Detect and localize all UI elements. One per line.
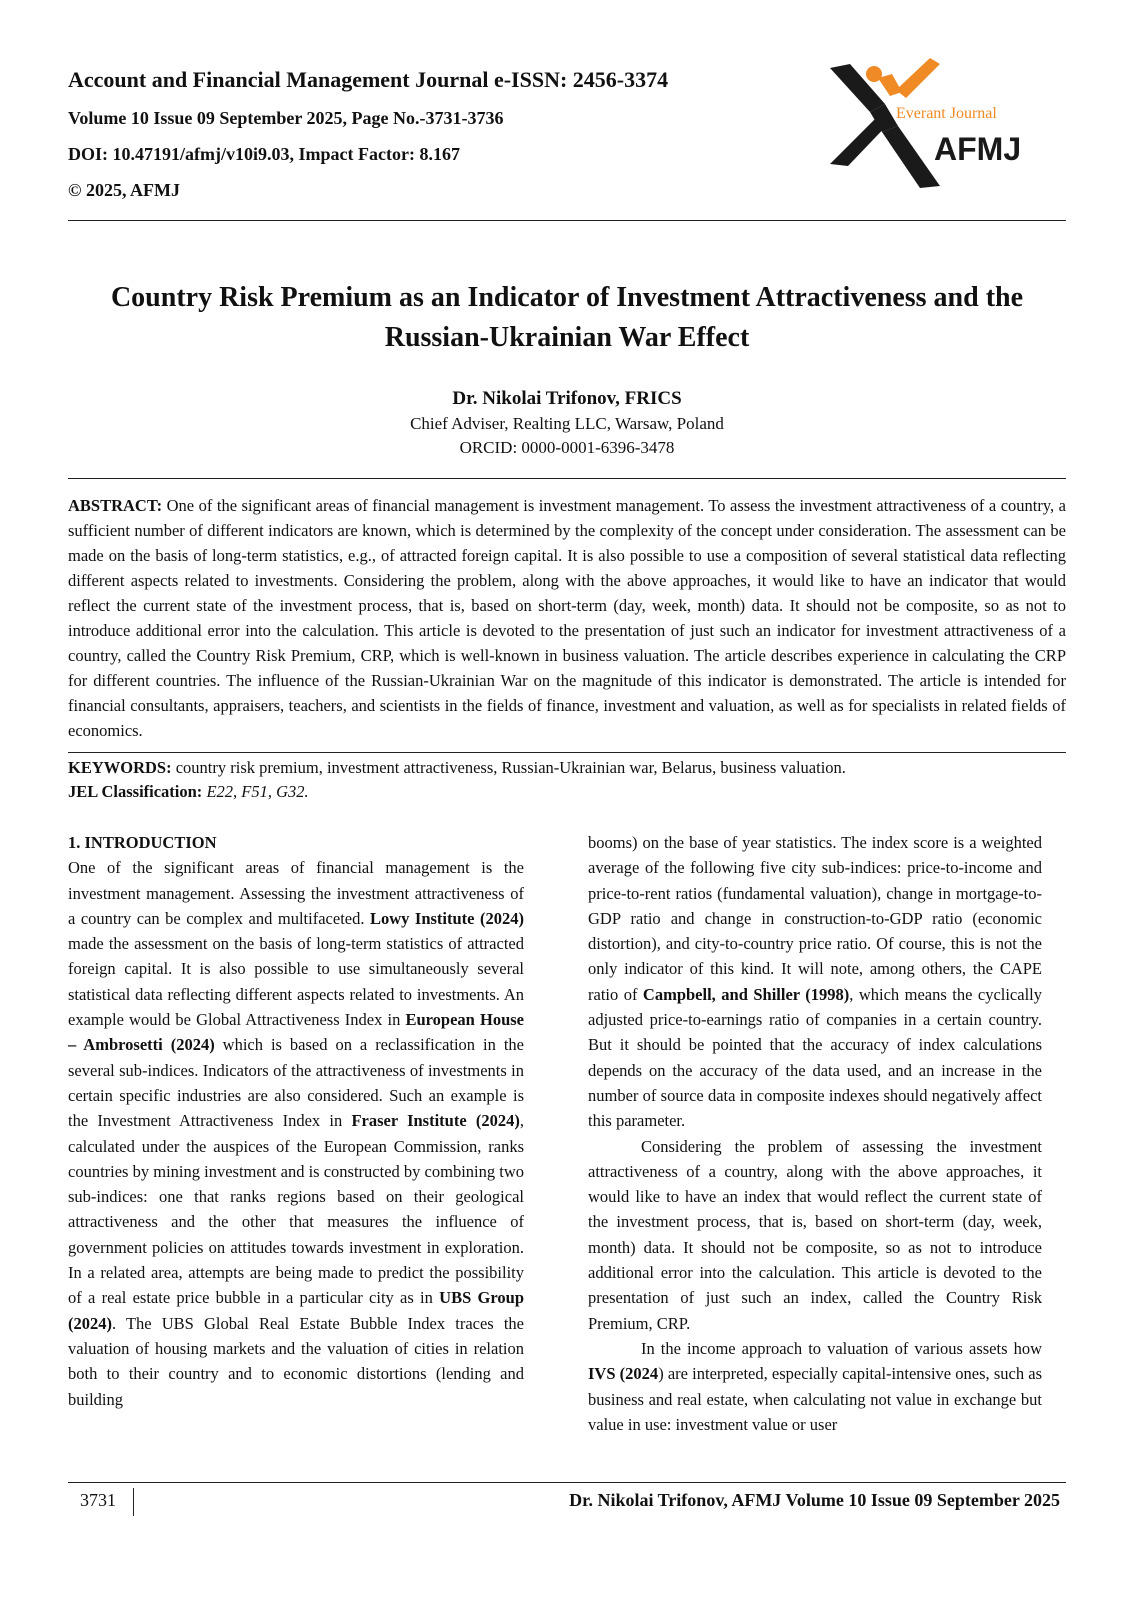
text-run: ) are interpreted, especially capital-intensive ones, such as business and real estate, when calculating not value in exchange but value in use: investment value or user (588, 1364, 1042, 1434)
logo-abbrev: AFMJ (934, 131, 1022, 167)
doi-info: DOI: 10.47191/afmj/v10i9.03, Impact Factor: 8.167 (68, 144, 460, 164)
running-footer: Dr. Nikolai Trifonov, AFMJ Volume 10 Issue 09 September 2025 (569, 1490, 1060, 1510)
paper-title-line2: Russian-Ukrainian War Effect (384, 322, 750, 353)
abstract-text: One of the significant areas of financial management is investment management. To assess the investment attractiveness of a country, a sufficient number of different indicators are known, which is determined by the complexity of the concept under consideration. The assessment can be made on the basis of long-term statistics, e.g., of attracted foreign capital. It is also possible to use a composition of several statistical data reflecting different aspects related to investments. Considering the problem, along with the above approaches, it would like to have an indicator that would reflect the current state of the investment process, that is, based on short-term (day, week, month) data. It should not be composite, so as not to introduce additional error into the calculation. This article is devoted to the presentation of just such an indicator for investment attractiveness of a country, called the Country Risk Premium, CRP, which is well-known in business valuation. The article describes experience in calculating the CRP for different countries. The influence of the Russian-Ukrainian War on the magnitude of this indicator is demonstrated. The article is intended for financial consultants, appraisers, teachers, and scientists in the fields of finance, investment and valuation, as well as for specialists in related fields of economics. (68, 496, 1066, 740)
citation: Lowy Institute (2024) (369, 908, 524, 928)
text-run: , calculated under the auspices of the European Commission, ranks countries by mining investment and is constructed by combining two sub-indices: one that ranks regions based on their geological attractiveness and the other that measures the influence of government policies on attitudes towards investment in exploration. In a related area, attempts are being made to predict the possibility of a real estate price bubble in a particular city as in (68, 1111, 524, 1308)
header-rule (68, 220, 1066, 221)
jel-classification (68, 780, 1066, 804)
citation: European House – Ambrosetti (2024) (68, 1010, 524, 1055)
right-column (588, 830, 1042, 1437)
copyright: © 2025, AFMJ (68, 180, 180, 200)
citation: IVS (2024 (588, 1364, 659, 1384)
author-orcid: ORCID: 0000-0001-6396-3478 (459, 438, 675, 457)
left-column (68, 830, 524, 1412)
text-run: One of the significant areas of financial management is the investment management. Assessing the investment attractiveness of a country can be complex and multifaceted. (68, 858, 524, 928)
citation: UBS Group (2024) (68, 1288, 525, 1333)
abstract-bottom-rule (68, 752, 1066, 753)
keywords-label: KEYWORDS: (68, 758, 172, 777)
intro-paragraph (68, 855, 524, 1412)
text-run: made the assessment on the basis of long-term statistics of attracted foreign capital. It is also possible to use simultaneously several statistical data reflecting different aspects related to investments. An example would be Global Attractiveness Index in (68, 934, 524, 1030)
paragraph (588, 830, 1042, 1134)
keywords (68, 756, 1066, 780)
abstract (68, 493, 1066, 743)
journal-header (68, 66, 788, 202)
afmj-logo (830, 56, 1060, 206)
paragraph (588, 1336, 1042, 1437)
text-run: which is based on a reclassification in the several sub-indices. Indicators of the attractiveness of investments in certain specific industries are also considered. Such an example is the Investment Attractiveness Index in (68, 1035, 524, 1131)
text-run: . The UBS Global Real Estate Bubble Index traces the valuation of housing markets and the valuation of cities in relation both to their country and to economic distortions (lending and building (68, 1313, 524, 1409)
citation: Campbell, and Shiller (1998) (642, 984, 850, 1004)
logo-publisher: Everant Journal (896, 105, 997, 122)
footer-rule (68, 1482, 1066, 1483)
abstract-label: ABSTRACT: (68, 496, 163, 515)
volume-info: Volume 10 Issue 09 September 2025, Page No.-3731-3736 (68, 108, 504, 128)
paper-title (68, 278, 1066, 358)
keywords-text: country risk premium, investment attractiveness, Russian-Ukrainian war, Belarus, business valuation. (175, 758, 846, 777)
section-heading: 1. INTRODUCTION (68, 833, 217, 852)
text-run: In the income approach to valuation of various assets how (641, 1338, 1042, 1358)
author-affiliation: Chief Adviser, Realting LLC, Warsaw, Poland (410, 414, 724, 433)
citation: Fraser Institute (2024) (351, 1111, 520, 1131)
page-number: 3731 (80, 1490, 116, 1510)
jel-text: E22, F51, G32. (206, 782, 309, 801)
jel-label: JEL Classification: (68, 782, 203, 801)
paper-title-line1: Country Risk Premium as an Indicator of Investment Attractiveness and the (110, 282, 1024, 313)
paragraph: Considering the problem of assessing the investment attractiveness of a country, along with the above approaches, it would like to have an index that would reflect the current state of the investment process, that is, based on short-term (day, week, month) data. It should not be composite, so as not to introduce additional error into the calculation. This article is devoted to the presentation of just such an index, called the Country Risk Premium, CRP. (588, 1136, 1042, 1333)
text-run: , which means the cyclically adjusted price-to-earnings ratio of companies in a certain country. But it should be pointed that the accuracy of index calculations depends on the accuracy of the data used, and an increase in the number of source data in composite indexes should negatively affect this parameter. (588, 984, 1043, 1131)
abstract-top-rule (68, 478, 1066, 479)
journal-title: Account and Financial Management Journal e-ISSN: 2456-3374 (68, 67, 669, 92)
footer-divider (133, 1488, 134, 1516)
author-name: Dr. Nikolai Trifonov, FRICS (452, 388, 682, 409)
text-run: booms) on the base of year statistics. The index score is a weighted average of the following five city sub-indices: price-to-income and price-to-rent ratios (fundamental valuation), change in mortgage-to-GDP ratio and change in construction-to-GDP ratio (economic distortion), and city-to-country price ratio. Of course, this is not the only indicator of this kind. It will note, among others, the CAPE ratio of (588, 833, 1042, 1004)
